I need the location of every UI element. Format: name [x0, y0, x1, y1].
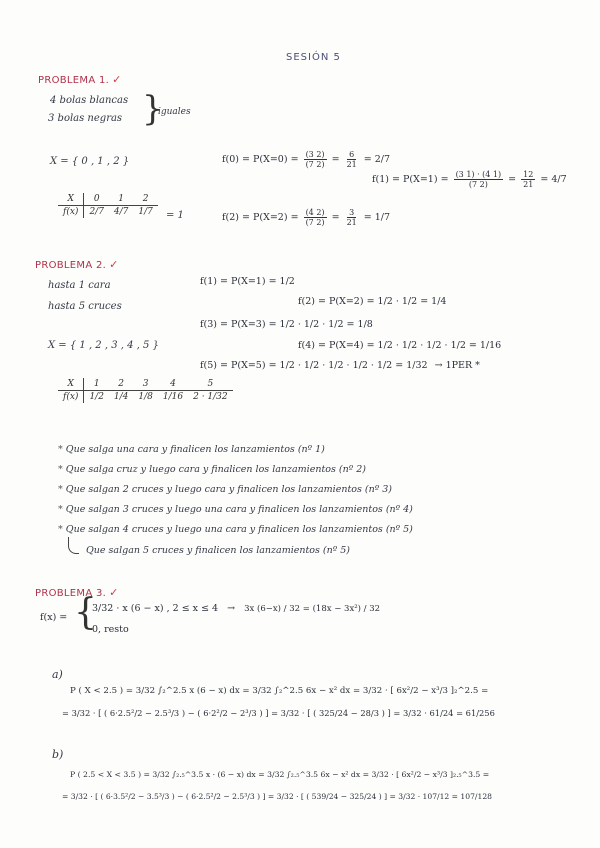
p1-f2-lhs: f(2) = P(X=2) =: [222, 212, 299, 223]
p1-f2-frac-b: [345, 208, 359, 227]
p1-f0-result: = 2/7: [363, 154, 391, 165]
table-cell: 1/4: [113, 392, 129, 402]
p3-case1: [92, 603, 380, 614]
table-cell: 2 · 1/32: [193, 392, 228, 402]
p1-prob-table: [58, 193, 158, 218]
problem-2-title: PROBLEMA 2.: [35, 260, 107, 271]
p1-iguales: iguales: [158, 107, 191, 117]
list-item: [58, 500, 413, 520]
table-row-label: f(x): [58, 206, 84, 219]
bullet-icon: *: [58, 504, 66, 515]
p2-line1: hasta 1 cara: [48, 280, 111, 291]
problem-2-heading: [35, 258, 119, 271]
p1-line1: 4 bolas blancas: [50, 95, 129, 106]
table-row-label: f(x): [58, 391, 84, 404]
p1-f2-result: = 1/7: [363, 212, 391, 223]
p3-fx: f(x) =: [40, 612, 68, 623]
table-row-label: X: [58, 193, 84, 206]
table-cell: 1/8: [138, 392, 153, 402]
table-cell: 1/16: [162, 392, 184, 402]
p1-f1-lhs: f(1) = P(X=1) =: [372, 174, 449, 185]
p3-part-a-line2: = 3/32 · [ ( 6·2.5²/2 − 2.5³/3 ) − ( 6·2²/2 − 2³/3 ) ] = 3/32 · [ ( 325/24 − 28/3 ) ] = 3/32 · 61/24 = 61/256: [62, 708, 495, 718]
p1-f1-frac-res: [521, 170, 535, 189]
p2-f2: f(2) = P(X=2) = 1/2 · 1/2 = 1/4: [298, 296, 447, 307]
table-cell: 2: [109, 378, 133, 391]
p1-f2-frac-a: [304, 208, 327, 227]
list-item-text: Que salgan 2 cruces y luego cara y finalicen los lanzamientos (nº 3): [65, 484, 392, 495]
p1-f0-frac-a-den: (7 2): [305, 160, 325, 169]
table-cell: 4: [158, 378, 188, 391]
page-title: SESIÓN 5: [286, 52, 341, 63]
p1-f2-frac-b-den: 21: [346, 218, 357, 227]
p1-f1-frac-res-den: 21: [523, 180, 534, 189]
p2-f3: f(3) = P(X=3) = 1/2 · 1/2 · 1/2 = 1/8: [200, 319, 373, 330]
p2-x-set: X = { 1 , 2 , 3 , 4 , 5 }: [48, 340, 159, 351]
list-item-text: Que salga cruz y luego cara y finalicen los lanzamientos (nº 2): [65, 464, 366, 475]
table-cell: 2/7: [89, 207, 104, 217]
problem-3-title: PROBLEMA 3.: [35, 588, 107, 599]
p2-sub-bullet: Que salgan 5 cruces y finalicen los lanzamientos (nº 5): [86, 545, 350, 556]
p1-f2: f(2) = P(X=2) = $\frac{(4 2)}{(7 2)}$ = $\frac{3}{21}$ = 1/7: [222, 208, 391, 227]
p1-table-sum: = 1: [166, 210, 184, 221]
p2-f4: f(4) = P(X=4) = 1/2 · 1/2 · 1/2 · 1/2 = 1/16: [298, 340, 502, 351]
table-cell: 3: [133, 378, 157, 391]
p1-f0-frac-a: [304, 150, 327, 169]
p2-bullet-list: [58, 440, 413, 540]
p1-f0-eq: =: [331, 154, 340, 165]
check-mark-icon: ✓: [109, 586, 119, 599]
problem-1-title: PROBLEMA 1.: [38, 75, 110, 86]
p3-part-a-label: a): [52, 668, 63, 681]
p1-f1-frac-den: (7 2): [468, 180, 488, 189]
p1-f1-frac: [454, 170, 504, 189]
p1-f2-frac-b-num: 3: [349, 208, 355, 217]
table-cell: 2: [133, 193, 157, 206]
p2-f5: [200, 360, 480, 371]
list-item: [58, 460, 413, 480]
table-cell: 1/2: [89, 392, 104, 402]
check-mark-icon: ✓: [112, 73, 122, 86]
p1-f0-frac-b: [345, 150, 359, 169]
p1-x-set: X = { 0 , 1 , 2 }: [50, 156, 130, 167]
table-cell: 0: [84, 193, 109, 206]
p3-case1-simplified: 3x (6−x) / 32 = (18x − 3x²) / 32: [244, 604, 381, 614]
table-row-label: X: [58, 378, 84, 391]
bullet-icon: *: [58, 464, 66, 475]
list-item: [58, 440, 413, 460]
table-cell: 4/7: [113, 207, 129, 217]
p2-prob-table: [58, 378, 233, 403]
table-cell: 1: [84, 378, 109, 391]
check-mark-icon: ✓: [109, 258, 119, 271]
problem-1-heading: [38, 73, 122, 86]
p1-line2: 3 bolas negras: [48, 113, 123, 124]
p3-case1-arrow: →: [227, 603, 236, 614]
p2-f5-arrow: → 1PER *: [434, 360, 480, 371]
bullet-icon: *: [58, 524, 66, 535]
p1-f2-frac-a-num: (4 2): [305, 208, 325, 217]
p1-f0-frac-a-num: (3 2): [305, 150, 325, 159]
list-item-text: Que salgan 3 cruces y luego una cara y finalicen los lanzamientos (nº 4): [65, 504, 413, 515]
p2-f1: f(1) = P(X=1) = 1/2: [200, 276, 295, 287]
list-item-text: Que salgan 4 cruces y luego una cara y finalicen los lanzamientos (nº 5): [65, 524, 413, 535]
bullet-icon: *: [58, 484, 66, 495]
left-brace-icon: {: [74, 592, 97, 633]
p3-part-b-line2: = 3/32 · [ ( 6·3.5²/2 − 3.5³/3 ) − ( 6·2.5²/2 − 2.5³/3 ) ] = 3/32 · [ ( 539/24 − 325/24 ) ] = 3/32 · 107/12 = 107/128: [62, 792, 492, 801]
table-cell: 1/7: [138, 207, 153, 217]
p1-f0-frac-b-num: 6: [349, 150, 355, 159]
p3-case1-expr: 3/32 · x (6 − x) , 2 ≤ x ≤ 4: [92, 603, 219, 614]
bullet-icon: *: [58, 444, 66, 455]
p1-f1: f(1) = P(X=1) = $\frac{(3 1) \cdot (4 1)}{(7 2)}$ = $\frac{12}{21}$ = 4/7: [372, 170, 567, 189]
table-cell: 5: [188, 378, 233, 391]
list-item-text: Que salga una cara y finalicen los lanzamientos (nº 1): [65, 444, 325, 455]
p2-line2: hasta 5 cruces: [48, 301, 122, 312]
p1-f1-frac-num: (3 1) · (4 1): [455, 170, 502, 179]
brace-icon: }: [142, 89, 164, 129]
p1-f2-frac-a-den: (7 2): [305, 218, 325, 227]
p1-f0-lhs: f(0) = P(X=0) =: [222, 154, 299, 165]
p3-part-b-label: b): [52, 748, 64, 761]
p2-f5-expr: f(5) = P(X=5) = 1/2 · 1/2 · 1/2 · 1/2 · 1/2 = 1/32: [200, 360, 428, 371]
list-item: [58, 520, 413, 540]
p1-f1-result: = 4/7: [540, 174, 567, 185]
curved-arrow-icon: [68, 537, 79, 554]
table-cell: 1: [109, 193, 133, 206]
p3-part-b-line1: P ( 2.5 < X < 3.5 ) = 3/32 ∫₂.₅^3.5 x · (6 − x) dx = 3/32 ∫₂.₅^3.5 6x − x² dx = 3/32 · [ 6x²/2 − x³/3 ]₂.₅^3.5 =: [70, 770, 490, 779]
p1-f0: [222, 150, 390, 169]
p1-f0-frac-b-den: 21: [346, 160, 357, 169]
list-item: [58, 480, 413, 500]
p3-case2: 0, resto: [92, 624, 129, 635]
p3-part-a-line1: P ( X < 2.5 ) = 3/32 ∫₂^2.5 x (6 − x) dx = 3/32 ∫₂^2.5 6x − x² dx = 3/32 · [ 6x²/2 − x³/3 ]₂^2.5 =: [70, 686, 489, 696]
p1-f1-frac-res-num: 12: [523, 170, 534, 179]
